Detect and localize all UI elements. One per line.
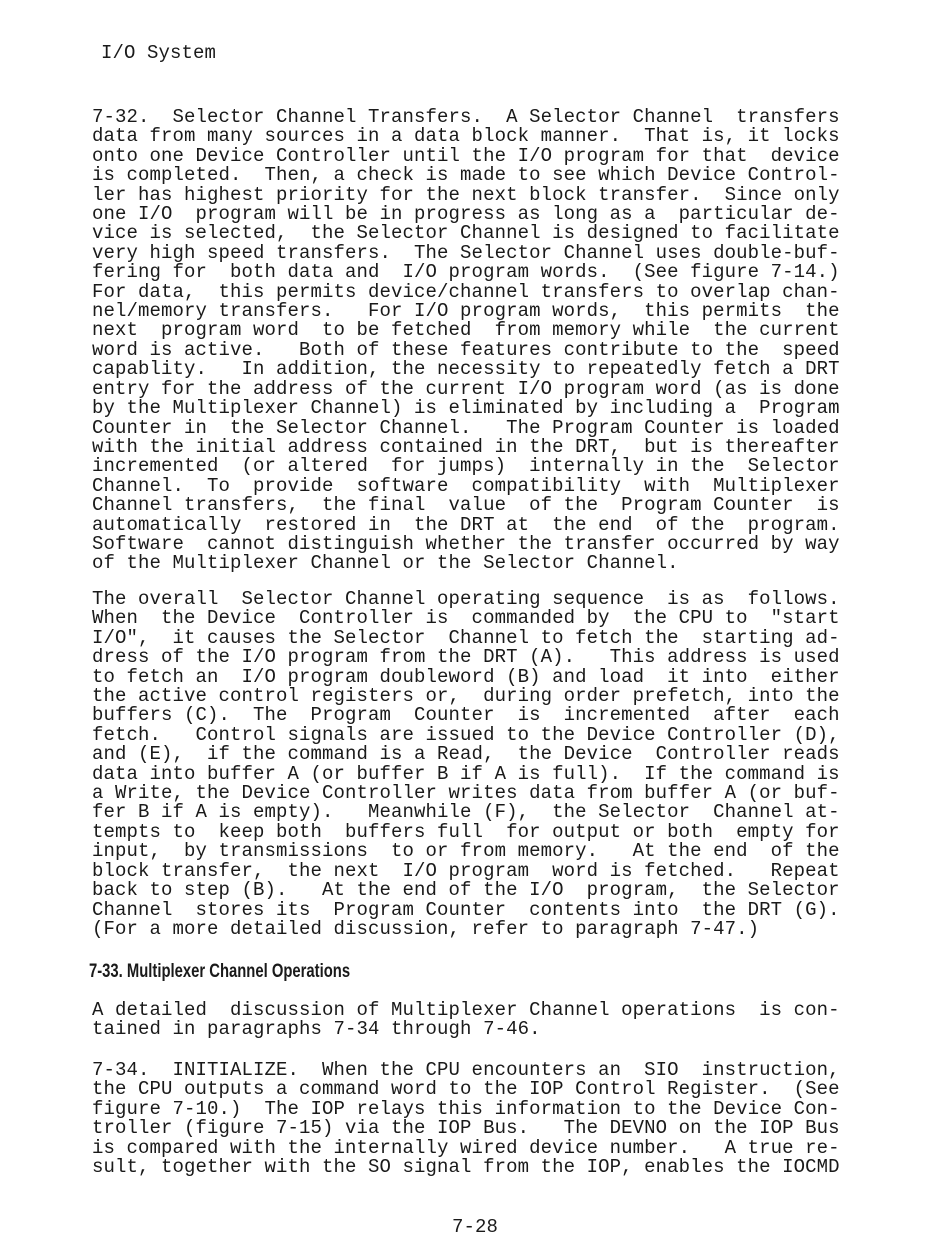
text-line: input, by transmissions to or from memory. At the end of the [92, 840, 840, 863]
text-line: incremented (or altered for jumps) internally in the Selector [92, 455, 840, 478]
text-line: the CPU outputs a command word to the IOP Control Register. (See [92, 1078, 840, 1101]
text-line: very high speed transfers. The Selector Channel uses double-buf- [92, 241, 840, 264]
text-line: When the Device Controller is commanded by the CPU to "start [92, 607, 840, 630]
text-line: to fetch an I/O program doubleword (B) and load it into either [92, 665, 840, 688]
text-line: 7-32. Selector Channel Transfers. A Selector Channel transfers [92, 106, 840, 128]
text-line: vice is selected, the Selector Channel is designed to facilitate [92, 222, 840, 245]
text-line: automatically restored in the DRT at the end of the program. [92, 513, 840, 536]
text-line: Software cannot distinguish whether the transfer occurred by way [92, 532, 840, 555]
text-line: fering for both data and I/O program words. (See figure 7-14.) [92, 261, 840, 284]
text-line: dress of the I/O program from the DRT (A). This address is used [92, 646, 840, 669]
text-line: tempts to keep both buffers full for output or both empty for [92, 820, 840, 843]
text-line: sult, together with the SO signal from the IOP, enables the IOCMD [92, 1156, 840, 1179]
text-line: fer B if A is empty). Meanwhile (F), the Selector Channel at- [92, 801, 840, 824]
text-line: and (E), if the command is a Read, the Device Controller reads [92, 743, 840, 766]
section-heading-7-33: 7-33. Multiplexer Channel Operations [89, 961, 351, 982]
text-line: troller (figure 7-15) via the IOP Bus. The DEVNO on the IOP Bus [92, 1117, 840, 1140]
text-line: next program word to be fetched from memory while the current [92, 319, 840, 342]
text-line: 7-34. INITIALIZE. When the CPU encounters an SIO instruction, [92, 1059, 840, 1081]
text-line: a Write, the Device Controller writes data from buffer A (or buf- [92, 782, 840, 805]
text-line: Channel stores its Program Counter contents into the DRT (G). [92, 898, 840, 921]
text-line: word is active. Both of these features contribute to the speed [92, 338, 840, 361]
running-head: I/O System [101, 42, 217, 64]
text-line: figure 7-10.) The IOP relays this information to the Device Con- [92, 1097, 840, 1120]
text-line: Channel. To provide software compatibility with Multiplexer [92, 474, 840, 497]
paragraph-overall-sequence [92, 590, 862, 939]
text-line: buffers (C). The Program Counter is incremented after each [92, 704, 840, 727]
text-line: Counter in the Selector Channel. The Program Counter is loaded [92, 416, 840, 439]
paragraph-7-34 [92, 1061, 862, 1177]
text-line: onto one Device Controller until the I/O program for that device [92, 144, 840, 167]
paragraph-7-32 [92, 108, 862, 574]
text-line: with the initial address contained in the DRT, but is thereafter [92, 435, 840, 458]
text-line: A detailed discussion of Multiplexer Channel operations is con- [92, 999, 840, 1021]
text-line: one I/O program will be in progress as long as a particular de- [92, 203, 840, 226]
text-line: is completed. Then, a check is made to see which Device Control- [92, 164, 840, 187]
text-line: For data, this permits device/channel transfers to overlap chan- [92, 280, 840, 303]
text-line: I/O", it causes the Selector Channel to fetch the starting ad- [92, 626, 840, 649]
text-line: (For a more detailed discussion, refer to paragraph 7-47.) [92, 917, 760, 940]
text-line: entry for the address of the current I/O program word (as is done [92, 377, 840, 400]
text-line: fetch. Control signals are issued to the Device Controller (D), [92, 723, 840, 746]
text-line: nel/memory transfers. For I/O program words, this permits the [92, 300, 840, 323]
text-line: block transfer, the next I/O program word is fetched. Repeat [92, 859, 840, 882]
text-line: Channel transfers, the final value of the Program Counter is [92, 494, 840, 517]
text-line: back to step (B). At the end of the I/O program, the Selector [92, 879, 840, 902]
text-line: The overall Selector Channel operating sequence is as follows. [92, 588, 840, 610]
text-line: is compared with the internally wired device number. A true re- [92, 1136, 840, 1159]
text-line: of the Multiplexer Channel or the Selector Channel. [92, 552, 679, 575]
text-line: data into buffer A (or buffer B if A is full). If the command is [92, 762, 840, 785]
paragraph-detailed-discussion [92, 1001, 862, 1040]
text-line: by the Multiplexer Channel) is eliminated by including a Program [92, 397, 840, 420]
page-number: 7-28 [451, 1216, 498, 1238]
text-line: the active control registers or, during order prefetch, into the [92, 685, 840, 708]
text-line: capablity. In addition, the necessity to repeatedly fetch a DRT [92, 358, 840, 381]
text-line: data from many sources in a data block manner. That is, it locks [92, 125, 840, 148]
text-line: ler has highest priority for the next block transfer. Since only [92, 183, 840, 206]
text-line: tained in paragraphs 7-34 through 7-46. [92, 1018, 541, 1041]
